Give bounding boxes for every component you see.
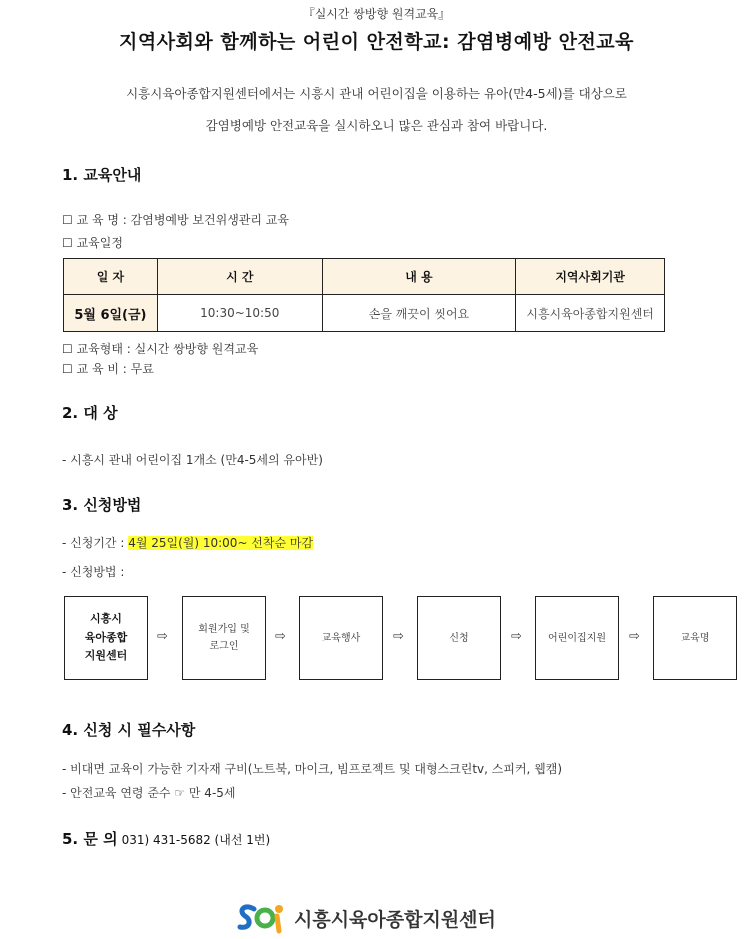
course-name: ☐ 교 육 명 : 감염병예방 보건위생관리 교육: [62, 213, 289, 227]
section-5-title: 5. 문 의: [62, 830, 118, 848]
header-time: 시 간: [157, 259, 322, 295]
flow-step-3: 교육행사: [299, 596, 383, 680]
section-1-heading: 1. 교육안내: [62, 166, 142, 184]
requirement-equipment: - 비대면 교육이 가능한 기자재 구비(노트북, 마이크, 빔프로젝트 및 대형스크린tv, 스피커, 웹캠): [62, 762, 563, 776]
logo-mark-icon: [236, 901, 288, 935]
flow-arrow-icon: ⇨: [393, 629, 404, 644]
organization-logo: [236, 900, 496, 936]
flow-step-1-label: 시흥시 육아종합 지원센터: [84, 611, 128, 663]
flow-step-1: [64, 596, 148, 680]
education-fee: ☐ 교 육 비 : 무료: [62, 362, 154, 376]
header-content: 내 용: [322, 259, 516, 295]
header-organization: 지역사회기관: [516, 259, 665, 295]
flow-step-2-label: 회원가입 및 로그인: [198, 624, 250, 652]
application-period-highlight: 4월 25일(월) 10:00~ 선착순 마감: [128, 536, 314, 550]
cell-content: 손을 깨끗이 씻어요: [322, 295, 516, 332]
document-title: 지역사회와 함께하는 어린이 안전학교: 감염병예방 안전교육: [118, 31, 635, 53]
cell-time: 10:30~10:50: [157, 295, 322, 332]
logo-text: 시흥시육아종합지원센터: [294, 908, 496, 931]
document-subtitle: 『실시간 쌍방향 원격교육』: [302, 7, 451, 21]
flow-arrow-icon: ⇨: [157, 629, 168, 644]
section-3-heading: 3. 신청방법: [62, 496, 142, 514]
intro-line-2: 감염병예방 안전교육을 실시하오니 많은 관심과 참여 바랍니다.: [205, 118, 548, 133]
target-audience: - 시흥시 관내 어린이집 1개소 (만4-5세의 유아반): [62, 453, 323, 467]
flow-step-5: 어린이집지원: [535, 596, 619, 680]
flow-arrow-icon: ⇨: [629, 629, 640, 644]
header-date: 일 자: [64, 259, 158, 295]
flow-arrow-icon: ⇨: [511, 629, 522, 644]
flow-step-4: 신청: [417, 596, 501, 680]
application-method-label: - 신청방법 :: [62, 565, 125, 579]
schedule-table: [63, 258, 665, 332]
flow-step-6: 교육명: [653, 596, 737, 680]
schedule-label: ☐ 교육일정: [62, 236, 123, 250]
table-row: [64, 295, 665, 332]
contact-phone: 031) 431-5682 (내선 1번): [121, 833, 271, 847]
section-5-heading: [62, 828, 270, 849]
section-4-heading: 4. 신청 시 필수사항: [62, 721, 196, 739]
intro-line-1: 시흥시육아종합지원센터에서는 시흥시 관내 어린이집을 이용하는 유아(만4-5세)를 대상으로: [126, 86, 627, 101]
requirement-age: - 안전교육 연령 준수 ☞ 만 4-5세: [62, 786, 236, 800]
cell-date: 5월 6일(금): [64, 295, 158, 332]
education-format: ☐ 교육형태 : 실시간 쌍방향 원격교육: [62, 342, 259, 356]
application-period: [62, 534, 313, 551]
cell-organization: 시흥시육아종합지원센터: [516, 295, 665, 332]
flow-arrow-icon: ⇨: [275, 629, 286, 644]
schedule-header-row: [64, 259, 665, 295]
application-period-label: - 신청기간 :: [62, 536, 129, 550]
section-2-heading: 2. 대 상: [62, 404, 118, 422]
flow-step-2: [182, 596, 266, 680]
